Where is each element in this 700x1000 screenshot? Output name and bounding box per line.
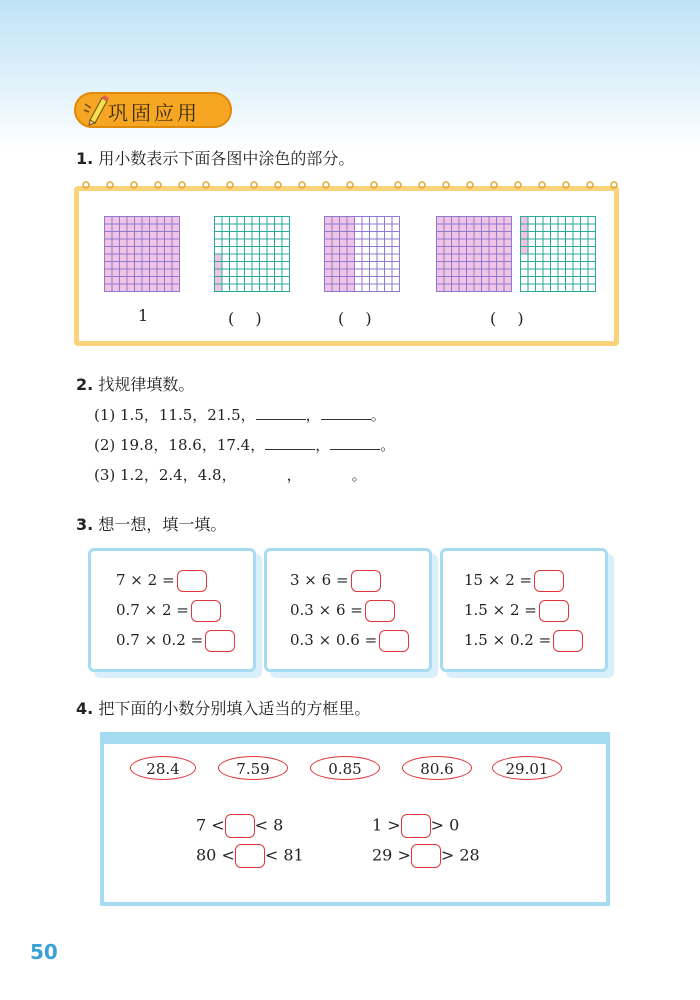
grid-partial-bottom-left — [214, 216, 290, 292]
grid-partial-pair-2 — [520, 216, 596, 292]
q2-line-1-prefix: (1) 1.5，11.5，21.5， — [94, 406, 256, 424]
grid-label-1: 1 — [138, 306, 149, 325]
eq-text: 0.3 × 0.6 = — [290, 631, 378, 649]
pad-3-eq-3 — [464, 630, 583, 652]
eq-text: 0.7 × 0.2 = — [116, 631, 204, 649]
answer-box[interactable] — [534, 570, 564, 592]
ineq-left: 29 > — [372, 845, 411, 865]
answer-box[interactable] — [553, 630, 583, 652]
grid-full — [104, 216, 180, 292]
q4-box-top-edge — [100, 732, 610, 744]
q2-title — [76, 372, 194, 395]
ineq-2 — [372, 814, 459, 838]
ineq-answer-box[interactable] — [235, 844, 265, 868]
ineq-4 — [372, 844, 480, 868]
ineq-answer-box[interactable] — [411, 844, 441, 868]
pad-3-eq-2 — [464, 600, 569, 622]
q2-line-3 — [94, 464, 367, 485]
number-oval-3[interactable]: 0.85 — [310, 756, 380, 780]
ineq-3 — [196, 844, 304, 868]
ineq-right: > 28 — [440, 845, 480, 865]
grid-label-2: ( ) — [228, 309, 262, 328]
ineq-left: 1 > — [372, 815, 401, 835]
ineq-right: < 8 — [254, 815, 284, 835]
eq-text: 0.3 × 6 = — [290, 601, 363, 619]
answer-box[interactable] — [177, 570, 207, 592]
pad-3-eq-1 — [464, 570, 564, 592]
q2-line-2-mid: ， — [315, 436, 331, 454]
answer-box[interactable] — [205, 630, 235, 652]
q1-text: 用小数表示下面各图中涂色的部分。 — [98, 149, 355, 168]
binder-rings — [80, 178, 620, 192]
ineq-left: 80 < — [196, 845, 235, 865]
eq-text: 0.7 × 2 = — [116, 601, 189, 619]
ineq-right: > 0 — [430, 815, 460, 835]
eq-text: 1.5 × 2 = — [464, 601, 537, 619]
eq-text: 15 × 2 = — [464, 571, 533, 589]
q2-line-3-end: 。 — [351, 466, 367, 484]
q2-line-3-prefix: (3) 1.2，2.4，4.8， — [94, 466, 237, 484]
pad-1-eq-3 — [116, 630, 235, 652]
q2-number: 2. — [76, 375, 94, 394]
q2-line-2-prefix: (2) 19.8，18.6，17.4， — [94, 436, 266, 454]
q3-number: 3. — [76, 515, 94, 534]
section-title: 巩固应用 — [108, 101, 200, 125]
number-oval-5[interactable]: 29.01 — [492, 756, 562, 780]
grid-label-4: ( ) — [490, 309, 524, 328]
pad-1-eq-2 — [116, 600, 221, 622]
answer-box[interactable] — [365, 600, 395, 622]
eq-text: 1.5 × 0.2 = — [464, 631, 552, 649]
q4-title — [76, 696, 370, 719]
grid-label-3: ( ) — [338, 309, 372, 328]
q4-text: 把下面的小数分别填入适当的方框里。 — [98, 699, 371, 718]
q3-title — [76, 512, 226, 535]
grid-full-pair-1 — [436, 216, 512, 292]
eq-text: 7 × 2 = — [116, 571, 175, 589]
pad-1-eq-1 — [116, 570, 207, 592]
q2-line-1-mid: ， — [305, 406, 321, 424]
q4-number: 4. — [76, 699, 94, 718]
answer-box[interactable] — [379, 630, 409, 652]
q2-line-1-blank-2[interactable] — [321, 405, 371, 420]
ineq-right: < 81 — [264, 845, 304, 865]
q2-text: 找规律填数。 — [98, 375, 195, 394]
number-oval-1[interactable]: 28.4 — [130, 756, 196, 780]
q2-line-2-blank-1[interactable] — [265, 435, 315, 450]
q2-line-1-blank-1[interactable] — [256, 405, 306, 420]
number-oval-2[interactable]: 7.59 — [218, 756, 288, 780]
q1-title — [76, 146, 354, 169]
ineq-left: 7 < — [196, 815, 225, 835]
answer-box[interactable] — [191, 600, 221, 622]
ineq-answer-box[interactable] — [225, 814, 255, 838]
q2-line-2 — [94, 434, 395, 455]
page-number: 50 — [30, 940, 58, 964]
q2-line-2-end: 。 — [380, 436, 396, 454]
q2-line-1 — [94, 404, 386, 425]
ineq-answer-box[interactable] — [401, 814, 431, 838]
pencil-icon — [82, 94, 110, 126]
pad-2-eq-2 — [290, 600, 395, 622]
q2-line-3-mid: ， — [286, 466, 302, 484]
ineq-1 — [196, 814, 283, 838]
section-banner — [74, 92, 232, 128]
eq-text: 3 × 6 = — [290, 571, 349, 589]
q2-line-2-blank-2[interactable] — [330, 435, 380, 450]
number-oval-4[interactable]: 80.6 — [402, 756, 472, 780]
pad-2-eq-3 — [290, 630, 409, 652]
answer-box[interactable] — [351, 570, 381, 592]
pad-2-eq-1 — [290, 570, 381, 592]
q3-text: 想一想，填一填。 — [98, 515, 227, 534]
answer-box[interactable] — [539, 600, 569, 622]
q2-line-1-end: 。 — [370, 406, 386, 424]
grid-partial-left — [324, 216, 400, 292]
q1-number: 1. — [76, 149, 94, 168]
